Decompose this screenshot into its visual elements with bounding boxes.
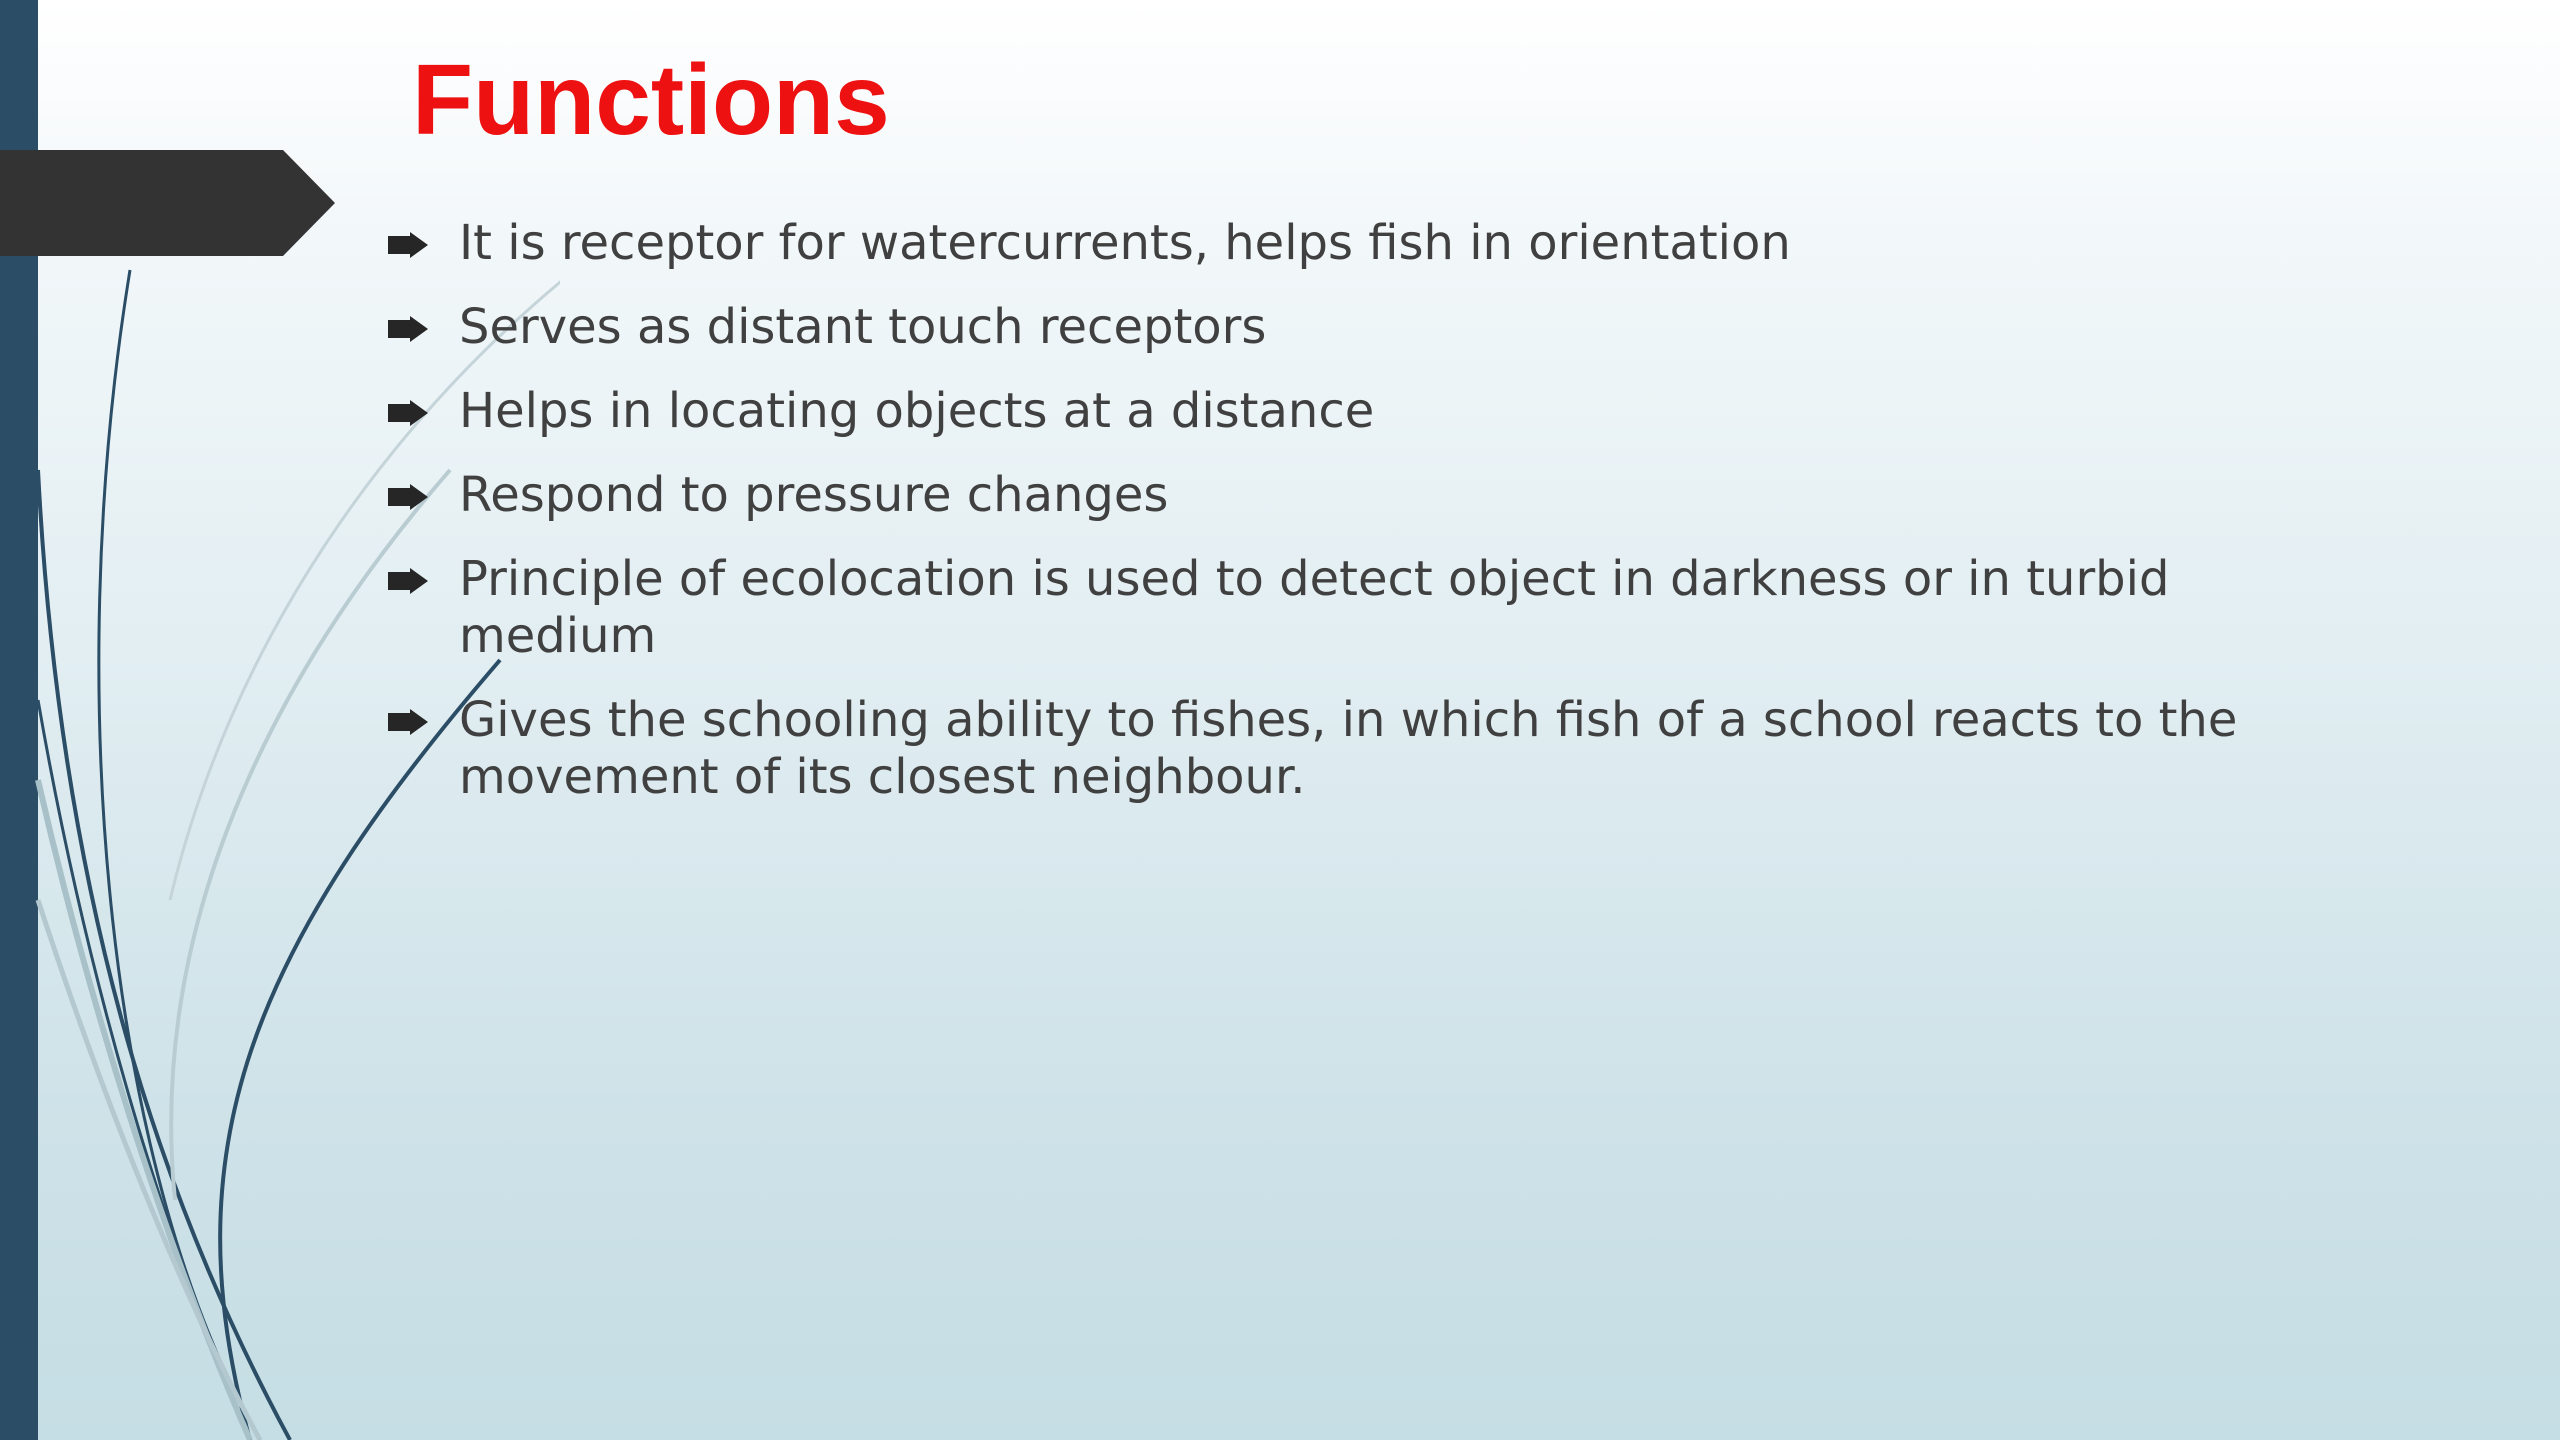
bullet-text: Helps in locating objects at a distance [459, 383, 1375, 439]
bullet-text: It is receptor for watercurrents, helps fish in orientation [459, 215, 1791, 271]
bullet-text: Gives the schooling ability to fishes, in which fish of a school reacts to the movement of its closest neighbour. [459, 692, 2238, 805]
list-item [388, 299, 2288, 356]
right-arrow-bullet-icon [388, 400, 428, 426]
right-arrow-bullet-icon [388, 484, 428, 510]
right-arrow-bullet-icon [388, 232, 428, 258]
bullet-text: Principle of ecolocation is used to detect object in darkness or in turbid medium [459, 551, 2170, 664]
list-item [388, 383, 2288, 440]
bullet-text: Respond to pressure changes [459, 467, 1169, 523]
right-arrow-bullet-icon [388, 316, 428, 342]
bullet-text: Serves as distant touch receptors [459, 299, 1267, 355]
bullet-list [388, 215, 2288, 833]
list-item [388, 467, 2288, 524]
list-item [388, 215, 2288, 272]
title-arrow-tab [0, 150, 340, 256]
list-item [388, 692, 2288, 806]
slide-title: Functions [412, 44, 890, 156]
list-item [388, 551, 2288, 665]
right-arrow-bullet-icon [388, 568, 428, 594]
right-arrow-bullet-icon [388, 709, 428, 735]
